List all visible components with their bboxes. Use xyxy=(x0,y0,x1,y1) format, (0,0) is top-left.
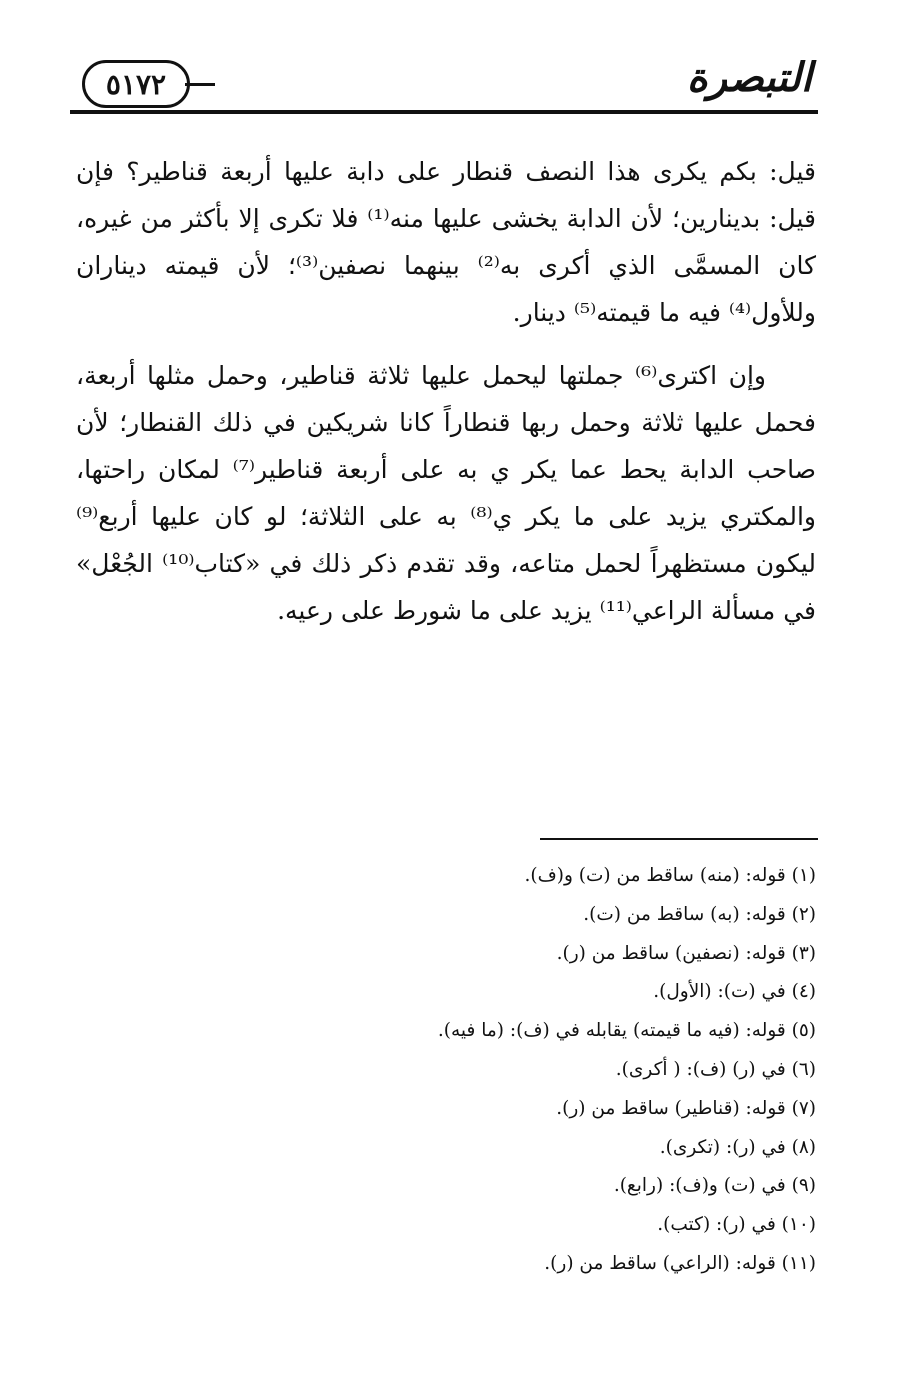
footnote-3: (٣) قوله: (نصفين) ساقط من (ر). xyxy=(556,942,816,964)
footnote-10: (١٠) في (ر): (كتب). xyxy=(657,1214,816,1236)
page-number: ٥١٧٢ xyxy=(105,67,167,101)
paragraph-1: قيل: بكم يكرى هذا النصف قنطار على دابة عليها أربعة قناطير؟ فإن قيل: بدينارين؛ لأن الدابة يخشى عليها منه⁽¹⁾ فلا تكرى إلا بأكثر من غيره، كان المسمَّى الذي أكرى به⁽²⁾ بينهما نصفين⁽³⁾؛ لأن قيمته ديناران وللأول⁽⁴⁾ فيه ما قيمته⁽⁵⁾ دينار. xyxy=(76,157,816,327)
footnote-2: (٢) قوله: (به) ساقط من (ت). xyxy=(583,903,816,925)
footnote-7: (٧) قوله: (قناطير) ساقط من (ر). xyxy=(556,1097,816,1119)
book-title: التبصرة xyxy=(686,54,812,101)
main-text xyxy=(76,148,816,634)
page-number-badge xyxy=(82,60,190,108)
footnotes-list xyxy=(316,857,816,1284)
footnote-6: (٦) في (ر) (ف): ( أكرى). xyxy=(615,1058,816,1080)
footnote-separator xyxy=(540,838,818,840)
paragraph-2: وإن اكترى⁽⁶⁾ جملتها ليحمل عليها ثلاثة قناطير، وحمل مثلها أربعة، فحمل عليها ثلاثة وحمل ربها قنطاراً كانا شريكين في ذلك القنطار؛ لأن صاحب الدابة يحط عما يكر ي به على أربعة قناطير⁽⁷⁾ لمكان راحتها، والمكتري يزيد على ما يكر ي⁽⁸⁾ به على الثلاثة؛ لو كان عليها أربع⁽⁹⁾ ليكون مستظهراً لحمل متاعه، وقد تقدم ذكر ذلك في «كتاب⁽¹⁰⁾ الجُعْل» في مسألة الراعي⁽¹¹⁾ يزيد على ما شورط على رعيه. xyxy=(76,361,816,625)
footnote-1: (١) قوله: (منه) ساقط من (ت) و(ف). xyxy=(524,865,816,886)
page-header xyxy=(70,54,818,114)
footnote-5: (٥) قوله: (فيه ما قيمته) يقابله في (ف): (ما فيه). xyxy=(437,1020,816,1042)
footnote-8: (٨) في (ر): (تكرى). xyxy=(659,1136,816,1158)
footnote-9: (٩) في (ت) و(ف): (رابع). xyxy=(613,1175,816,1197)
footnote-4: (٤) في (ت): (الأول). xyxy=(653,981,816,1003)
header-rule xyxy=(70,110,818,114)
footnote-11: (١١) قوله: (الراعي) ساقط من (ر). xyxy=(544,1252,816,1274)
badge-tail xyxy=(185,83,215,86)
